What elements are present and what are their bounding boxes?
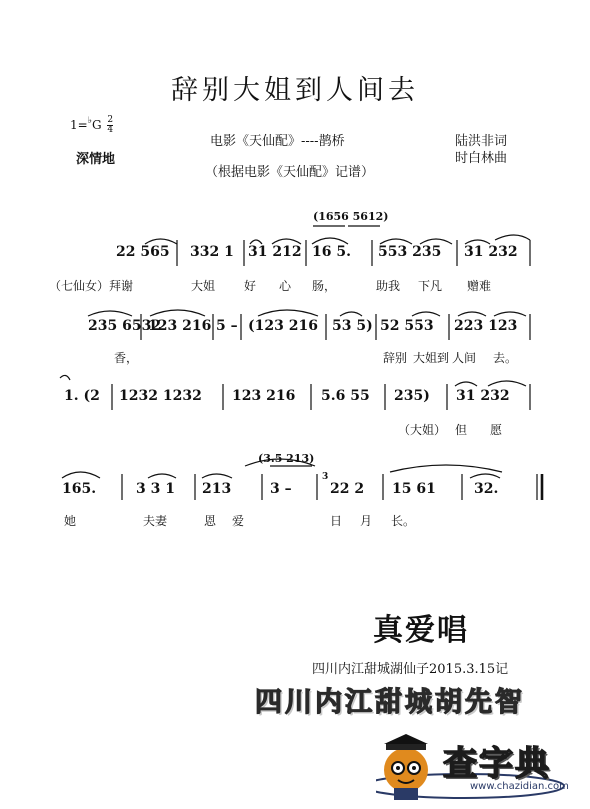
lyric: 人间: [452, 351, 477, 365]
line1-measure: 332 1: [190, 244, 234, 260]
lyric: 恩: [204, 514, 217, 528]
slur: [340, 312, 362, 316]
line1-measure: 16 5.: [312, 244, 351, 260]
watermark-url[interactable]: www.chazidian.com: [470, 781, 569, 792]
slur: [202, 474, 232, 478]
line4-measure: 3 3 1: [136, 481, 175, 497]
lyric: 肠，: [312, 279, 337, 293]
line4-measure: 3 –: [270, 481, 292, 497]
line1-measure: 31 232: [464, 244, 518, 260]
lyric: 她: [64, 514, 77, 528]
line3-measure: 235): [394, 388, 430, 404]
lyric: 助我: [376, 279, 401, 293]
lyric: 夫妻: [143, 514, 168, 528]
mascot-face-icon: [384, 748, 428, 792]
lyric: 愿: [490, 423, 503, 437]
line3-measure: 31 232: [456, 388, 510, 404]
lyric: （七仙女）拜谢: [49, 279, 134, 293]
song-title: 辞别大姐到人间去: [171, 75, 419, 106]
lyric: 心: [279, 279, 292, 293]
slur: [390, 465, 502, 472]
slur: [455, 382, 477, 386]
slur: [458, 312, 486, 316]
line2-measure: (123 216: [248, 318, 318, 334]
performance-title: 真爱唱: [373, 613, 469, 648]
slur: [88, 311, 132, 316]
author-signature: 四川内江甜城胡先智: [255, 687, 525, 718]
lyric: 大姐到: [413, 351, 450, 365]
slur: [494, 312, 526, 316]
line3-measure: 1. (2: [64, 388, 100, 404]
meter-top: 2: [107, 115, 114, 125]
line3-measure: 123 216: [232, 388, 296, 404]
lyric: 好: [244, 279, 257, 293]
record-note: 四川内江甜城湖仙子2015.3.15记: [312, 662, 509, 677]
line4-measure: 213: [202, 481, 232, 497]
source-line: 电影《天仙配》----鹊桥: [210, 134, 345, 149]
line2-measure: 123 216: [148, 318, 212, 334]
graduation-cap-icon: [384, 734, 428, 744]
lyric: 下凡: [418, 279, 443, 293]
lyricist-credit: 陆洪非词: [455, 134, 508, 149]
lyric: 日: [330, 514, 343, 528]
lyric: 长。: [391, 514, 416, 528]
line1-decoration: (1656 5612): [313, 210, 389, 223]
lyric: 爱: [232, 514, 245, 528]
lyric: 香，: [114, 351, 139, 365]
line4-measure: 15 61: [392, 481, 436, 497]
line2-measure: 53 5): [332, 318, 373, 334]
line3-measure: 5.6 55: [321, 388, 370, 404]
lyric: 辞别: [383, 351, 408, 365]
lyric: 但: [455, 423, 468, 437]
grace-note: 3: [322, 472, 329, 482]
line1-measure: 31 212: [248, 244, 302, 260]
lyric: 月: [360, 514, 373, 528]
composer-credit: 时白林曲: [455, 151, 508, 166]
line4-measure: 165.: [62, 481, 97, 497]
line4-measure: 32.: [474, 481, 499, 497]
slur: [495, 235, 530, 240]
lyric: 大姐: [191, 279, 216, 293]
lyric: 去。: [493, 351, 518, 365]
line3-measure: 1232 1232: [119, 388, 202, 404]
line2-measure: 5 –: [216, 318, 238, 334]
slur: [488, 381, 526, 386]
slur: [60, 375, 70, 380]
key-prefix: 1=: [70, 118, 88, 132]
line2-measure: 235 6532: [88, 318, 162, 334]
meter-bottom: 4: [107, 125, 114, 135]
slur: [62, 472, 100, 478]
slur: [258, 310, 318, 316]
lyric: 赠难: [467, 279, 492, 293]
slur: [150, 310, 205, 316]
slur: [470, 474, 500, 478]
line2-measure: 223 123: [454, 318, 518, 334]
watermark-name: 查字典: [443, 744, 551, 784]
slur: [412, 312, 440, 316]
lyric: （大姐）: [398, 423, 447, 437]
line2-measure: 52 553: [380, 318, 434, 334]
source-note: （根据电影《天仙配》记谱）: [205, 165, 375, 180]
line4-measure: 22 2: [330, 481, 365, 497]
key-note: G: [91, 118, 102, 132]
key-flat: ♭: [87, 116, 92, 126]
line1-measure: 22 565: [116, 244, 170, 260]
line1-measure: 553 235: [378, 244, 442, 260]
line4-decoration: (3.5 213): [258, 452, 315, 465]
tempo-mood: 深情地: [76, 152, 116, 167]
slur: [148, 474, 176, 478]
